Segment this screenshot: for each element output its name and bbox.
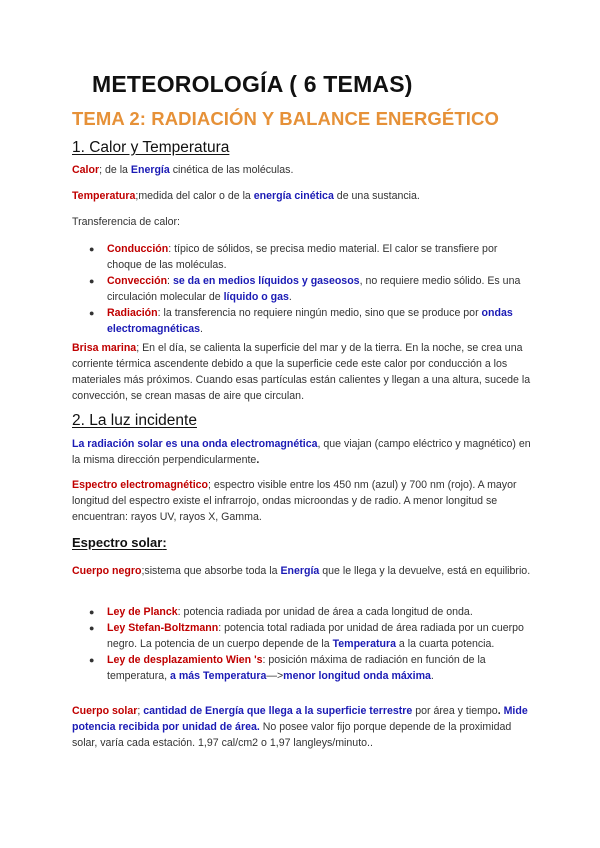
term-cuerpo-solar: Cuerpo solar [72, 705, 138, 717]
keyword-energia: Energía [280, 565, 320, 577]
term-calor: Calor [72, 164, 100, 176]
bullet-icon: ● [89, 308, 95, 318]
bullet-icon: ● [89, 607, 95, 617]
bullet-icon: ● [89, 244, 95, 254]
list-item: ● Conducción: típico de sólidos, se precisa medio material. El calor se transfiere por choque de las moléculas. [89, 243, 498, 271]
term-brisa-marina: Brisa marina [72, 342, 137, 354]
subheading-espectro-solar: Espectro solar: [72, 535, 167, 550]
term-temperatura: Temperatura [72, 190, 136, 202]
document-subtitle: TEMA 2: RADIACIÓN Y BALANCE ENERGÉTICO [72, 108, 499, 129]
section-heading-luz-incidente: 2. La luz incidente [72, 412, 197, 429]
section-heading-calor-temperatura: 1. Calor y Temperatura [72, 139, 230, 156]
paragraph-brisa-marina: Brisa marina; En el día, se calienta la superficie del mar y de la tierra. En la noche, se crea una corriente térmica ascendente debido a que la superficie cede este calor por conducción a los materiales más próximos. Cuando esas partículas están calientes y llegan a una altura, sucede la convección, se crean masas de aire que circulan. [72, 342, 531, 402]
bullet-icon: ● [89, 276, 95, 286]
list-leyes [72, 604, 532, 684]
paragraph-espectro-electromagnetico: Espectro electromagnético; espectro visible entre los 450 nm (azul) y 700 nm (rojo). A mayor longitud del espectro existe el infrarrojo, ondas microondas y de radio. A menor longitud se encuentran: rayos UV, rayos X, Gamma. [72, 479, 517, 523]
list-item: ● Radiación: la transferencia no requiere ningún medio, sino que se produce por ondas electromagnéticas. [89, 307, 513, 335]
paragraph-transferencia: Transferencia de calor: [72, 216, 180, 228]
paragraph-temperatura: Temperatura;medida del calor o de la energía cinética de una sustancia. [72, 190, 420, 202]
list-item: ● Ley de desplazamiento Wien 's: posición máxima de radiación en función de la temperatura, a más Temperatura—>menor longitud onda máxima. [89, 654, 486, 682]
keyword-radiacion-solar: La radiación solar es una onda electromagnética [72, 438, 318, 450]
list-item: ● Ley Stefan-Boltzmann: potencia total radiada por unidad de área radiada por un cuerpo negro. La potencia de un cuerpo depende de la Temperatura a la cuarta potencia. [89, 622, 524, 650]
keyword-energia-cinetica: energía cinética [253, 190, 334, 202]
bullet-icon: ● [89, 655, 95, 665]
list-item: ● Convección: se da en medios líquidos y gaseosos, no requiere medio sólido. Es una circulación molecular de líquido o gas. [89, 275, 521, 303]
term-espectro-electromagnetico: Espectro electromagnético [72, 479, 208, 491]
paragraph-radiacion-solar: La radiación solar es una onda electromagnética, que viajan (campo eléctrico y magnético) en la misma dirección perpendicularmente. [72, 438, 531, 466]
keyword-energia: Energía [130, 164, 170, 176]
list-item: ● Ley de Planck: potencia radiada por unidad de área a cada longitud de onda. [89, 606, 473, 618]
paragraph-cuerpo-negro: Cuerpo negro;sistema que absorbe toda la Energía que le llega y la devuelve, está en equilibrio. [72, 565, 531, 577]
paragraph-calor: Calor; de la Energía cinética de las moléculas. [72, 164, 294, 176]
paragraph-cuerpo-solar: Cuerpo solar; cantidad de Energía que llega a la superficie terrestre por área y tiempo. Mide potencia recibida por unidad de área. No posee valor fijo porque depende de la proximidad solar, varía cada estación. 1,97 cal/cm2 o 1,97 langleys/minuto.. [72, 705, 528, 749]
bullet-icon: ● [89, 623, 95, 633]
term-cuerpo-negro: Cuerpo negro [72, 565, 142, 577]
list-transferencia [72, 241, 532, 337]
document-title: METEOROLOGÍA ( 6 TEMAS) [92, 71, 413, 97]
